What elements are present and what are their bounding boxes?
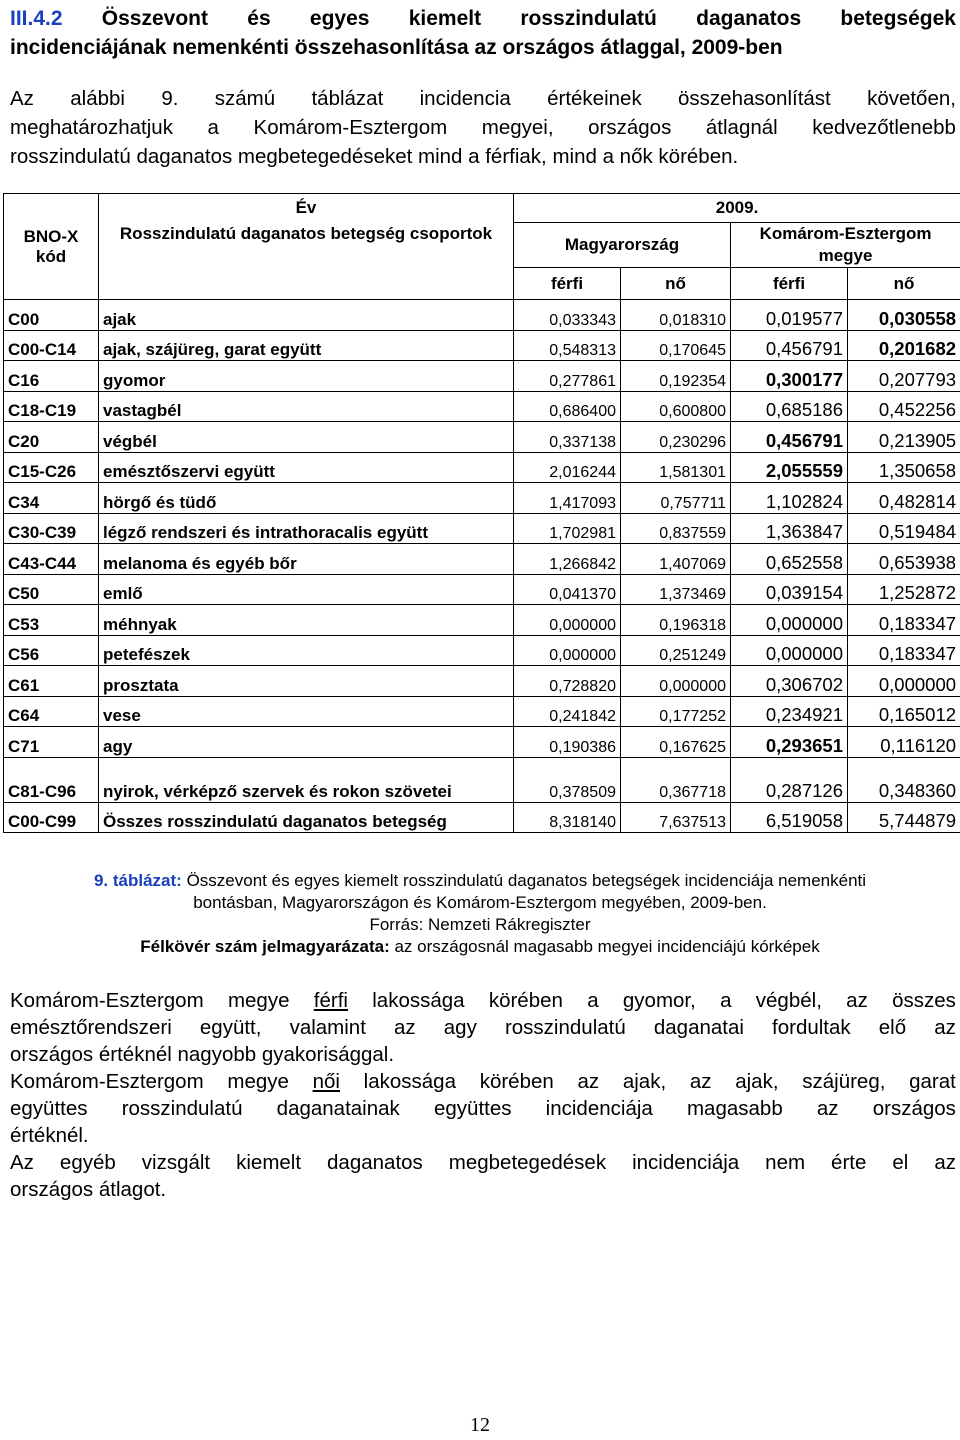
value-komarom-female: 0,116120 bbox=[848, 727, 960, 758]
value-hungary-female: 0,170645 bbox=[621, 330, 731, 361]
value-hungary-male: 0,548313 bbox=[514, 330, 621, 361]
row-name: prosztata bbox=[99, 666, 514, 697]
word: összes bbox=[892, 989, 956, 1012]
value-komarom-male: 0,456791 bbox=[731, 422, 848, 453]
value-hungary-male: 0,686400 bbox=[514, 391, 621, 422]
word: az bbox=[689, 1070, 712, 1093]
word: férfi bbox=[313, 989, 348, 1012]
value-komarom-male: 0,456791 bbox=[731, 330, 848, 361]
incidence-table bbox=[3, 193, 960, 833]
heading-word: Összevont bbox=[101, 7, 208, 30]
body-p2-line-2 bbox=[10, 1095, 956, 1122]
word: követően, bbox=[867, 87, 956, 110]
value-hungary-female: 0,757711 bbox=[621, 483, 731, 514]
table-row bbox=[4, 452, 960, 483]
value-hungary-male: 0,033343 bbox=[514, 300, 621, 331]
value-komarom-male: 0,234921 bbox=[731, 696, 848, 727]
value-hungary-male: 0,000000 bbox=[514, 605, 621, 636]
value-komarom-female: 0,653938 bbox=[848, 544, 960, 575]
body-p2-line-1 bbox=[10, 1068, 956, 1095]
word: magasabb bbox=[686, 1097, 783, 1120]
word: körében bbox=[479, 1070, 554, 1093]
word: valamint bbox=[289, 1016, 366, 1039]
row-code: C30-C39 bbox=[4, 513, 99, 544]
value-komarom-female: 0,213905 bbox=[848, 422, 960, 453]
value-hungary-male: 8,318140 bbox=[514, 802, 621, 833]
word: lakossága bbox=[372, 989, 465, 1012]
word: összehasonlítást bbox=[678, 87, 831, 110]
heading-word: daganatos bbox=[696, 7, 802, 30]
word: átlagnál bbox=[705, 116, 778, 139]
word: nem bbox=[765, 1151, 806, 1174]
table-row bbox=[4, 330, 960, 361]
table-row bbox=[4, 802, 960, 833]
table-row bbox=[4, 391, 960, 422]
table-row bbox=[4, 513, 960, 544]
word: kedvezőtlenebb bbox=[812, 116, 956, 139]
heading-word: egyes bbox=[309, 7, 370, 30]
value-komarom-female: 0,452256 bbox=[848, 391, 960, 422]
word: megye bbox=[227, 989, 290, 1012]
word: ajak, bbox=[622, 1070, 667, 1093]
row-code: C71 bbox=[4, 727, 99, 758]
row-name: emlő bbox=[99, 574, 514, 605]
word: Komárom-Esztergom bbox=[10, 989, 204, 1012]
word: ajak, bbox=[735, 1070, 779, 1093]
value-komarom-male: 1,102824 bbox=[731, 483, 848, 514]
row-code: C50 bbox=[4, 574, 99, 605]
row-code: C61 bbox=[4, 666, 99, 697]
value-komarom-male: 0,039154 bbox=[731, 574, 848, 605]
row-code: C00-C99 bbox=[4, 802, 99, 833]
word: az bbox=[934, 1016, 956, 1039]
word: országos bbox=[872, 1097, 956, 1120]
caption-text-1: Összevont és egyes kiemelt rosszindulatú daganatos betegségek incidenciája nemenkénti bbox=[186, 871, 867, 890]
row-name: méhnyak bbox=[99, 605, 514, 636]
row-code: C00 bbox=[4, 300, 99, 331]
row-name: végbél bbox=[99, 422, 514, 453]
row-code: C43-C44 bbox=[4, 544, 99, 575]
value-komarom-male: 0,000000 bbox=[731, 605, 848, 636]
value-komarom-male: 0,306702 bbox=[731, 666, 848, 697]
word: az bbox=[816, 1097, 839, 1120]
value-hungary-male: 0,378509 bbox=[514, 757, 621, 802]
value-hungary-female: 0,000000 bbox=[621, 666, 731, 697]
word: garat bbox=[909, 1070, 956, 1093]
word: végbél, bbox=[755, 989, 822, 1012]
section-heading-line1 bbox=[10, 4, 956, 33]
word: körében bbox=[488, 989, 563, 1012]
word: lakossága bbox=[363, 1070, 456, 1093]
word: emésztőrendszeri bbox=[10, 1016, 172, 1039]
value-hungary-female: 1,407069 bbox=[621, 544, 731, 575]
word: együttes bbox=[433, 1097, 512, 1120]
row-name: légző rendszeri és intrathoracalis együtt bbox=[99, 513, 514, 544]
value-komarom-female: 0,030558 bbox=[848, 300, 960, 331]
table-row bbox=[4, 574, 960, 605]
table-row bbox=[4, 605, 960, 636]
sex-header-female: nő bbox=[848, 268, 960, 300]
heading-word: és bbox=[247, 7, 271, 30]
value-komarom-female: 0,165012 bbox=[848, 696, 960, 727]
caption-text-2: bontásban, Magyarországon és Komárom-Esztergom megyében, 2009-ben. bbox=[193, 893, 767, 912]
value-hungary-male: 0,190386 bbox=[514, 727, 621, 758]
row-name: petefészek bbox=[99, 635, 514, 666]
value-hungary-female: 0,192354 bbox=[621, 361, 731, 392]
body-p3-line-2: országos átlagot. bbox=[10, 1178, 167, 1201]
value-hungary-female: 7,637513 bbox=[621, 802, 731, 833]
word: együtt, bbox=[199, 1016, 262, 1039]
section-number: III.4.2 bbox=[10, 7, 63, 30]
value-hungary-female: 0,230296 bbox=[621, 422, 731, 453]
row-code: C18-C19 bbox=[4, 391, 99, 422]
row-code: C16 bbox=[4, 361, 99, 392]
row-code: C15-C26 bbox=[4, 452, 99, 483]
word: gyomor, bbox=[622, 989, 696, 1012]
row-name: agy bbox=[99, 727, 514, 758]
value-hungary-male: 0,728820 bbox=[514, 666, 621, 697]
word: az bbox=[846, 989, 868, 1012]
value-hungary-male: 0,241842 bbox=[514, 696, 621, 727]
word: kiemelt bbox=[236, 1151, 302, 1174]
heading-word: betegségek bbox=[840, 7, 956, 30]
word: daganatainak bbox=[276, 1097, 400, 1120]
word: a bbox=[207, 116, 219, 139]
value-komarom-male: 0,300177 bbox=[731, 361, 848, 392]
value-komarom-female: 0,183347 bbox=[848, 605, 960, 636]
word: rosszindulatú bbox=[504, 1016, 626, 1039]
table-row bbox=[4, 300, 960, 331]
row-name: hörgő és tüdő bbox=[99, 483, 514, 514]
word: daganatai bbox=[653, 1016, 744, 1039]
body-paragraphs bbox=[10, 987, 956, 1203]
word: Az bbox=[10, 87, 34, 110]
row-name: nyirok, vérképző szervek és rokon szövetei bbox=[99, 757, 514, 802]
sex-header-male: férfi bbox=[514, 268, 621, 300]
value-komarom-male: 0,652558 bbox=[731, 544, 848, 575]
body-p3-line-1 bbox=[10, 1149, 956, 1176]
word: 9. bbox=[161, 87, 179, 110]
sex-header-male: férfi bbox=[731, 268, 848, 300]
value-hungary-female: 0,167625 bbox=[621, 727, 731, 758]
section-heading-line2: incidenciájának nemenkénti összehasonlítása az országos átlaggal, 2009-ben bbox=[10, 36, 783, 59]
caption-label: táblázat: bbox=[112, 871, 182, 890]
row-code: C34 bbox=[4, 483, 99, 514]
caption-number: 9. bbox=[93, 871, 109, 890]
value-komarom-male: 6,519058 bbox=[731, 802, 848, 833]
table-row bbox=[4, 757, 960, 802]
value-komarom-female: 0,519484 bbox=[848, 513, 960, 544]
value-komarom-male: 0,293651 bbox=[731, 727, 848, 758]
value-hungary-male: 1,417093 bbox=[514, 483, 621, 514]
word: az bbox=[934, 1151, 956, 1174]
heading-word: kiemelt bbox=[408, 7, 482, 30]
column-header-code: BNO-X kód bbox=[4, 194, 99, 300]
value-komarom-female: 1,350658 bbox=[848, 452, 960, 483]
word: az bbox=[394, 1016, 416, 1039]
word: agy bbox=[443, 1016, 477, 1039]
body-p2-line-3: értéknél. bbox=[10, 1124, 89, 1147]
word: szájüreg, bbox=[802, 1070, 886, 1093]
word: megbetegedések bbox=[448, 1151, 607, 1174]
body-p1-line-2 bbox=[10, 1014, 956, 1041]
value-komarom-male: 0,287126 bbox=[731, 757, 848, 802]
row-name: ajak, szájüreg, garat együtt bbox=[99, 330, 514, 361]
word: fordultak bbox=[772, 1016, 851, 1039]
value-hungary-male: 0,041370 bbox=[514, 574, 621, 605]
row-name: vastagbél bbox=[99, 391, 514, 422]
row-code: C56 bbox=[4, 635, 99, 666]
word: együttes bbox=[10, 1097, 88, 1120]
word: meghatározhatjuk bbox=[10, 116, 173, 139]
row-code: C53 bbox=[4, 605, 99, 636]
value-komarom-female: 0,482814 bbox=[848, 483, 960, 514]
value-hungary-female: 0,018310 bbox=[621, 300, 731, 331]
value-hungary-female: 0,251249 bbox=[621, 635, 731, 666]
word: incidenciája bbox=[545, 1097, 653, 1120]
value-hungary-female: 0,177252 bbox=[621, 696, 731, 727]
word: értékeinek bbox=[547, 87, 642, 110]
intro-line-1 bbox=[10, 84, 956, 113]
value-hungary-male: 1,266842 bbox=[514, 544, 621, 575]
table-caption bbox=[0, 870, 960, 958]
row-code: C81-C96 bbox=[4, 757, 99, 802]
value-hungary-male: 0,277861 bbox=[514, 361, 621, 392]
word: alábbi bbox=[70, 87, 125, 110]
value-hungary-female: 0,367718 bbox=[621, 757, 731, 802]
word: női bbox=[312, 1070, 340, 1093]
table-row bbox=[4, 635, 960, 666]
intro-paragraph bbox=[10, 84, 956, 171]
value-komarom-male: 2,055559 bbox=[731, 452, 848, 483]
word: Komárom-Esztergom bbox=[253, 116, 448, 139]
row-name: melanoma és egyéb bőr bbox=[99, 544, 514, 575]
value-hungary-female: 0,600800 bbox=[621, 391, 731, 422]
word: incidencia bbox=[419, 87, 511, 110]
value-komarom-male: 1,363847 bbox=[731, 513, 848, 544]
table-row bbox=[4, 666, 960, 697]
table-body bbox=[4, 300, 960, 833]
row-code: C20 bbox=[4, 422, 99, 453]
heading-word: rosszindulatú bbox=[520, 7, 657, 30]
value-komarom-female: 0,201682 bbox=[848, 330, 960, 361]
table-row bbox=[4, 422, 960, 453]
word: megyei, bbox=[481, 116, 554, 139]
word: a bbox=[720, 989, 732, 1012]
value-hungary-female: 0,837559 bbox=[621, 513, 731, 544]
column-header-year: Év bbox=[99, 194, 514, 223]
legend-text: az országosnál magasabb megyei incidenciájú kórképek bbox=[394, 937, 820, 956]
legend-label: Félkövér szám jelmagyarázata: bbox=[140, 937, 390, 956]
table-row bbox=[4, 696, 960, 727]
value-komarom-male: 0,685186 bbox=[731, 391, 848, 422]
row-code: C64 bbox=[4, 696, 99, 727]
row-name: vese bbox=[99, 696, 514, 727]
row-name: gyomor bbox=[99, 361, 514, 392]
value-komarom-male: 0,019577 bbox=[731, 300, 848, 331]
caption-source: Forrás: Nemzeti Rákregiszter bbox=[369, 915, 591, 934]
intro-line-2 bbox=[10, 113, 956, 142]
year-value: 2009. bbox=[514, 194, 960, 223]
word: a bbox=[587, 989, 599, 1012]
value-hungary-male: 2,016244 bbox=[514, 452, 621, 483]
body-p1-line-1 bbox=[10, 987, 956, 1014]
word: el bbox=[892, 1151, 909, 1174]
value-hungary-female: 0,196318 bbox=[621, 605, 731, 636]
value-komarom-male: 0,000000 bbox=[731, 635, 848, 666]
sex-header-female: nő bbox=[621, 268, 731, 300]
word: megye bbox=[227, 1070, 289, 1093]
row-code: C00-C14 bbox=[4, 330, 99, 361]
value-komarom-female: 0,000000 bbox=[848, 666, 960, 697]
word: rosszindulatú bbox=[121, 1097, 243, 1120]
word: számú bbox=[214, 87, 276, 110]
table-row bbox=[4, 727, 960, 758]
table-row bbox=[4, 361, 960, 392]
row-name: Összes rosszindulatú daganatos betegség bbox=[99, 802, 514, 833]
value-komarom-female: 5,744879 bbox=[848, 802, 960, 833]
value-komarom-female: 0,207793 bbox=[848, 361, 960, 392]
caption-line-1 bbox=[0, 870, 960, 892]
word: incidenciája bbox=[632, 1151, 740, 1174]
page-number: 12 bbox=[470, 1414, 490, 1436]
value-hungary-male: 1,702981 bbox=[514, 513, 621, 544]
caption-legend bbox=[0, 936, 960, 958]
value-komarom-female: 0,183347 bbox=[848, 635, 960, 666]
word: Komárom-Esztergom bbox=[10, 1070, 204, 1093]
table-row bbox=[4, 544, 960, 575]
word: országos bbox=[588, 116, 672, 139]
region-header-komarom: Komárom-Esztergom megye bbox=[731, 223, 960, 268]
value-hungary-male: 0,337138 bbox=[514, 422, 621, 453]
column-header-group: Rosszindulatú daganatos betegség csoportok bbox=[99, 223, 514, 300]
table-row bbox=[4, 483, 960, 514]
value-hungary-female: 1,581301 bbox=[621, 452, 731, 483]
word: vizsgált bbox=[141, 1151, 211, 1174]
value-komarom-female: 1,252872 bbox=[848, 574, 960, 605]
word: daganatos bbox=[327, 1151, 423, 1174]
word: egyéb bbox=[59, 1151, 116, 1174]
region-header-hungary: Magyarország bbox=[514, 223, 731, 268]
body-p1-line-3: országos értéknél nagyobb gyakorisággal. bbox=[10, 1043, 395, 1066]
row-name: ajak bbox=[99, 300, 514, 331]
value-hungary-male: 0,000000 bbox=[514, 635, 621, 666]
word: Az bbox=[10, 1151, 34, 1174]
value-hungary-female: 1,373469 bbox=[621, 574, 731, 605]
row-name: emésztőszervi együtt bbox=[99, 452, 514, 483]
word: táblázat bbox=[311, 87, 384, 110]
intro-line-3: rosszindulatú daganatos megbetegedéseket mind a férfiak, mind a nők körében. bbox=[10, 145, 739, 168]
word: érte bbox=[831, 1151, 867, 1174]
word: elő bbox=[878, 1016, 907, 1039]
word: az bbox=[577, 1070, 600, 1093]
value-komarom-female: 0,348360 bbox=[848, 757, 960, 802]
section-heading bbox=[10, 4, 956, 62]
